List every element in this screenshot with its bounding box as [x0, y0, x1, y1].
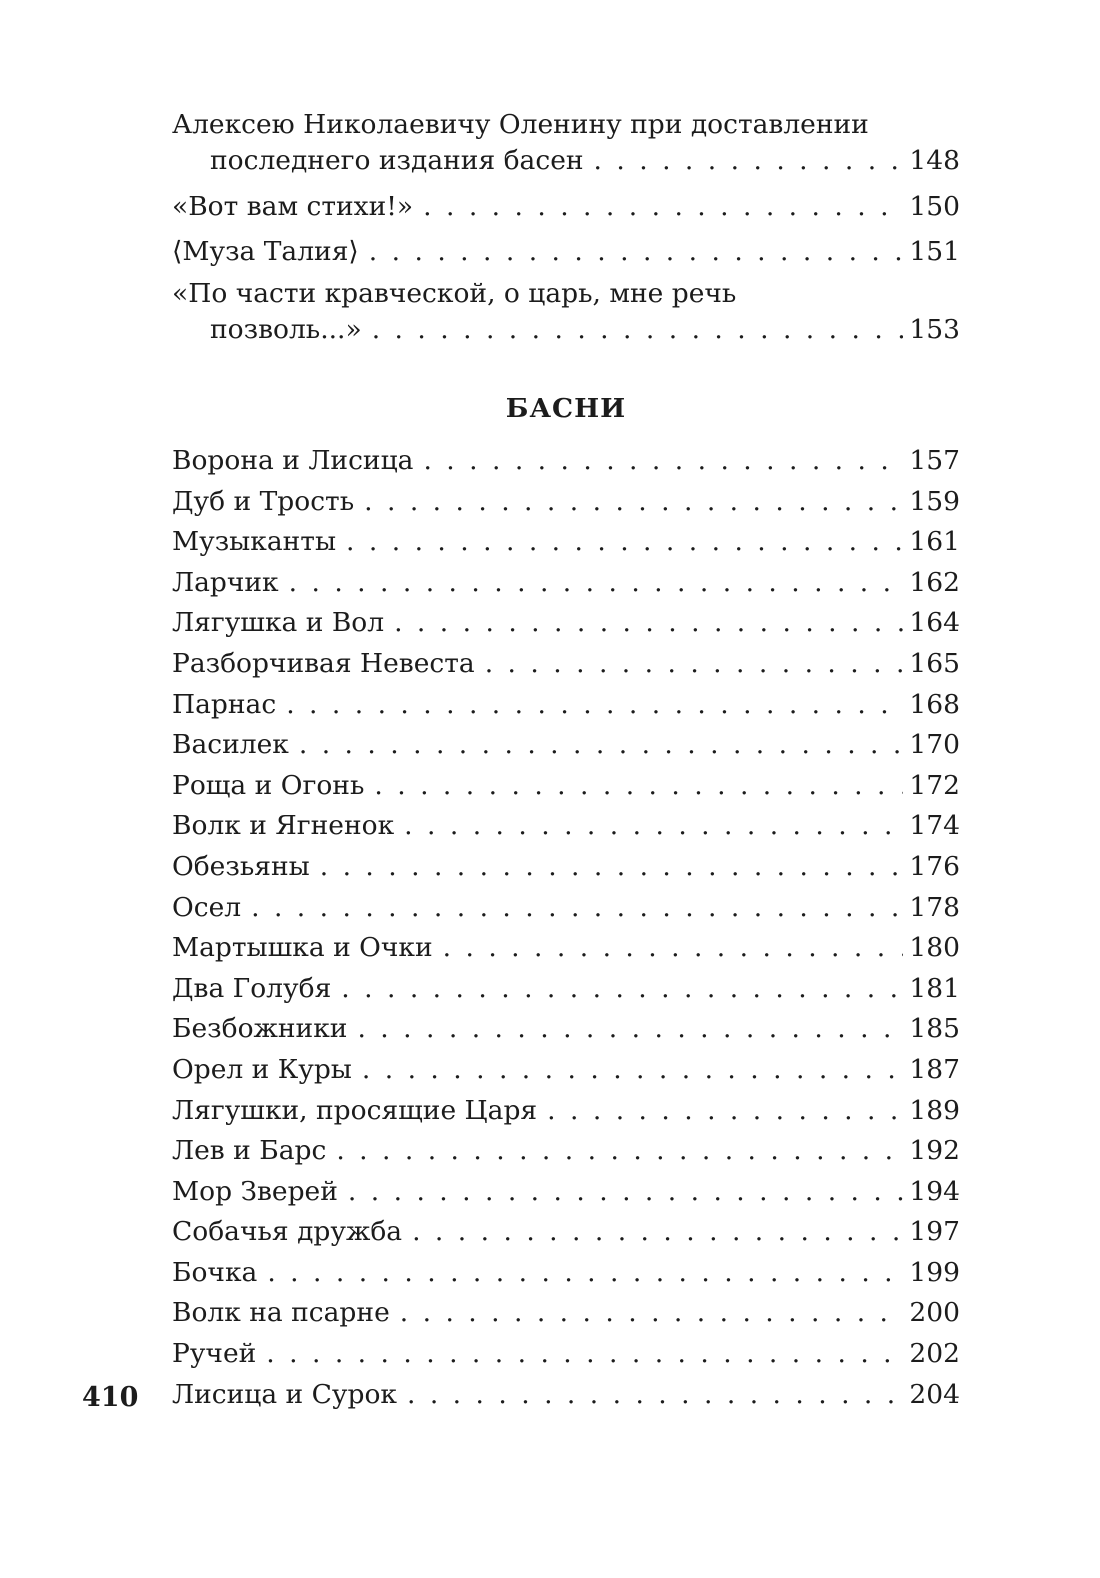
- toc-entry-page: 199: [909, 1256, 960, 1288]
- toc-entry: [172, 603, 960, 644]
- toc-entry-title: Ларчик: [172, 566, 279, 598]
- dot-leader: [251, 888, 903, 929]
- toc-entry: [172, 107, 960, 179]
- toc-entry-title: Мор Зверей: [172, 1175, 338, 1207]
- toc-entry-title: Безбожники: [172, 1013, 348, 1045]
- dot-leader: [362, 1050, 904, 1091]
- dot-leader: [348, 1172, 904, 1213]
- toc-entry: [172, 766, 960, 807]
- toc-entry-title: Ворона и Лисица: [172, 445, 414, 476]
- dot-leader: [341, 969, 903, 1010]
- toc-entry: [172, 1091, 960, 1132]
- toc-entry-page: 197: [909, 1216, 960, 1248]
- dot-leader: [412, 1212, 903, 1253]
- dot-leader: [400, 1293, 904, 1334]
- dot-leader: [266, 1334, 903, 1375]
- toc-entry: [172, 847, 960, 888]
- toc-entry-title: Дуб и Трость: [172, 485, 355, 517]
- toc-entry: [172, 888, 960, 929]
- dot-leader: [372, 312, 904, 348]
- toc-entry: [172, 482, 960, 523]
- dot-leader: [346, 522, 903, 563]
- section-heading: БАСНИ: [505, 393, 627, 424]
- toc-entry-title: Лев и Барс: [172, 1135, 327, 1167]
- toc-entry: [172, 806, 960, 847]
- toc-entry: [172, 644, 960, 685]
- toc-entry-title: Парнас: [172, 688, 277, 720]
- toc-entry-page: 150: [909, 191, 960, 222]
- toc-entry-page: 153: [909, 314, 960, 346]
- toc-entry-title: Лисица и Сурок: [172, 1378, 397, 1410]
- dot-leader: [485, 644, 904, 685]
- toc-entry-page: 194: [909, 1175, 960, 1207]
- toc-fables-list: [172, 441, 960, 1415]
- toc-entry: [172, 1050, 960, 1091]
- toc-entry-page: 162: [909, 566, 960, 598]
- toc-entry-title: Волк на псарне: [172, 1297, 390, 1329]
- toc-entry: [172, 685, 960, 726]
- dot-leader: [443, 928, 904, 969]
- toc-entry-title: Лягушки, просящие Царя: [172, 1094, 538, 1126]
- toc-entry-page: 176: [909, 850, 960, 882]
- toc-entry-title: Мартышка и Очки: [172, 932, 433, 964]
- toc-entry-page: 180: [909, 932, 960, 964]
- dot-leader: [547, 1091, 903, 1132]
- toc-entry-page: 159: [909, 485, 960, 517]
- toc-entry: [172, 232, 960, 273]
- dot-leader: [336, 1131, 903, 1172]
- toc-entry-title-line2: позволь...»: [210, 314, 362, 346]
- dot-leader: [267, 1253, 903, 1294]
- toc-entry: [172, 276, 960, 348]
- toc-entry-page: 151: [909, 235, 960, 267]
- toc-front-matter: [172, 107, 960, 356]
- toc-entry-title: Собачья дружба: [172, 1216, 403, 1248]
- toc-entry-page: 192: [909, 1135, 960, 1167]
- toc-entry-title: Орел и Куры: [172, 1053, 352, 1085]
- toc-entry-title: Обезьяны: [172, 850, 310, 882]
- toc-entry-page: 168: [909, 688, 960, 720]
- toc-entry-page: 178: [909, 891, 960, 923]
- dot-leader: [320, 847, 904, 888]
- toc-entry: [172, 725, 960, 766]
- toc-entry-page: 189: [909, 1094, 960, 1126]
- toc-entry-page: 174: [909, 810, 960, 842]
- dot-leader: [364, 482, 903, 523]
- toc-entry-title: Ручей: [172, 1338, 257, 1370]
- dot-leader: [374, 766, 903, 807]
- toc-entry-title: ⟨Муза Талия⟩: [172, 235, 359, 267]
- toc-entry: [172, 563, 960, 604]
- toc-entry-page: 161: [909, 526, 960, 558]
- dot-leader: [286, 685, 903, 726]
- toc-entry: [172, 187, 960, 228]
- toc-entry: [172, 1172, 960, 1213]
- toc-entry-page: 204: [909, 1378, 960, 1410]
- page-number: 410: [82, 1382, 139, 1413]
- toc-entry-title-line1: Алексею Николаевичу Оленину при доставлении: [172, 109, 869, 140]
- toc-entry-page: 157: [909, 445, 960, 476]
- toc-entry: [172, 522, 960, 563]
- toc-entry-title: Два Голубя: [172, 972, 332, 1004]
- toc-entry: [172, 1212, 960, 1253]
- dot-leader: [423, 441, 903, 482]
- toc-entry-page: 148: [909, 145, 960, 176]
- dot-leader: [423, 187, 903, 228]
- toc-entry-title: Василек: [172, 729, 289, 761]
- toc-entry: [172, 1131, 960, 1172]
- toc-entry-page: 164: [909, 607, 960, 639]
- toc-entry-page: 172: [909, 769, 960, 801]
- toc-entry: [172, 928, 960, 969]
- dot-leader: [357, 1009, 903, 1050]
- toc-entry: [172, 1253, 960, 1294]
- dot-leader: [289, 563, 904, 604]
- toc-entry-page: 187: [909, 1053, 960, 1085]
- toc-entry-page: 181: [909, 972, 960, 1004]
- toc-entry: [172, 1375, 960, 1416]
- toc-entry-page: 200: [909, 1297, 960, 1329]
- toc-entry-title: Волк и Ягненок: [172, 810, 395, 842]
- toc-entry-title: Осел: [172, 891, 242, 923]
- toc-entry-title: Музыканты: [172, 526, 337, 558]
- toc-entry-page: 170: [909, 729, 960, 761]
- toc-entry-page: 165: [909, 647, 960, 679]
- toc-entry: [172, 1334, 960, 1375]
- toc-entry-page: 185: [909, 1013, 960, 1045]
- dot-leader: [394, 603, 903, 644]
- toc-entry-title-line1: «По части кравческой, о царь, мне речь: [172, 278, 737, 310]
- toc-entry-title: «Вот вам стихи!»: [172, 191, 414, 222]
- dot-leader: [299, 725, 904, 766]
- dot-leader: [407, 1375, 903, 1416]
- toc-entry-title-line2: последнего издания басен: [210, 145, 584, 176]
- dot-leader: [404, 806, 903, 847]
- toc-entry: [172, 441, 960, 482]
- toc-entry-title: Бочка: [172, 1256, 258, 1288]
- toc-entry: [172, 1293, 960, 1334]
- dot-leader: [594, 143, 904, 179]
- toc-entry-page: 202: [909, 1338, 960, 1370]
- toc-entry: [172, 969, 960, 1010]
- toc-entry-title: Лягушка и Вол: [172, 607, 385, 639]
- toc-entry: [172, 1009, 960, 1050]
- toc-entry-title: Разборчивая Невеста: [172, 647, 475, 679]
- dot-leader: [369, 232, 904, 273]
- toc-entry-title: Роща и Огонь: [172, 769, 365, 801]
